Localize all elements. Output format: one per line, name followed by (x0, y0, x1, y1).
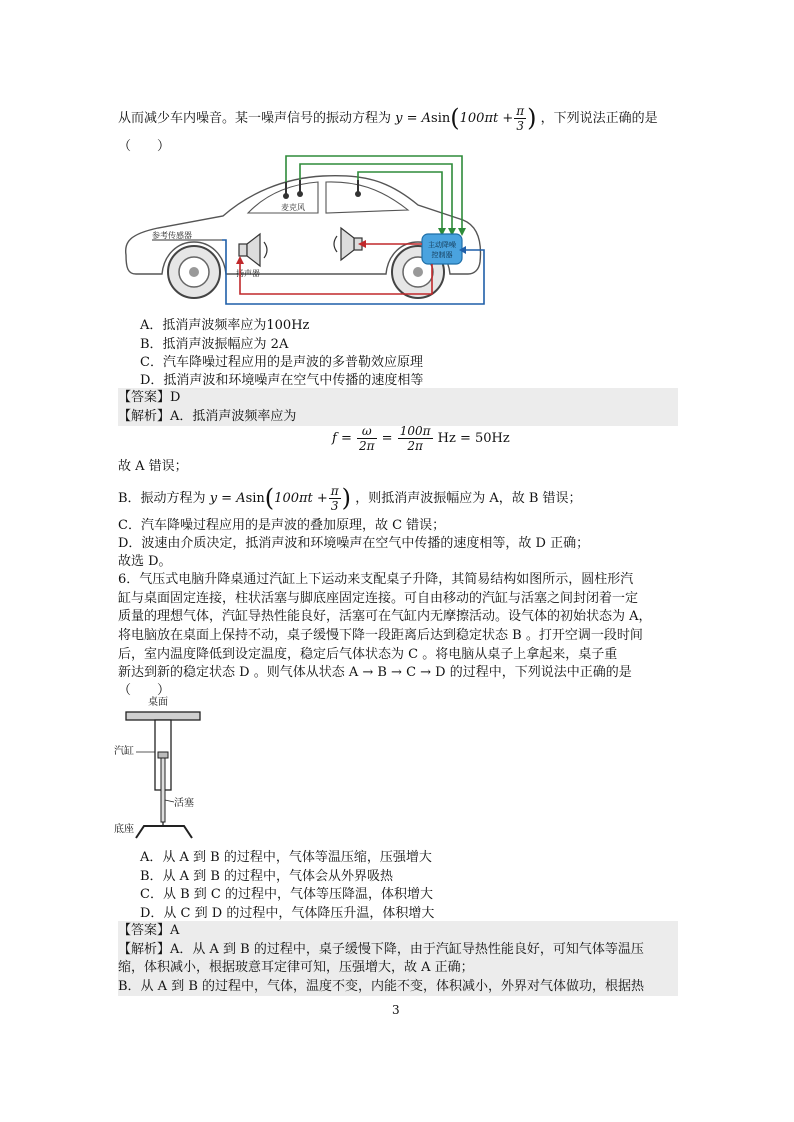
q6-option-a: A．从 A 到 B 的过程中，气体等温压缩，压强增大 (140, 850, 432, 865)
q6-answer: 【答案】A (118, 921, 678, 940)
page-number: 3 (392, 1003, 400, 1017)
q5-intro-suffix: ，下列说法正确的是 (540, 111, 658, 126)
q6-blank: （ ） (118, 683, 171, 698)
q6-option-d: D．从 C 到 D 的过程中，气体降压升温，体积增大 (140, 906, 435, 921)
q6-line-2: 缸与桌面固定连接，柱状活塞与脚底座固定连接。可自由移动的汽缸与活塞之间封闭着一定 (118, 591, 639, 606)
q6-option-c: C．从 B 到 C 的过程中，气体等压降温，体积增大 (140, 887, 433, 902)
q5-option-a: A．抵消声波频率应为100Hz (140, 318, 310, 333)
lift-desk-diagram (114, 694, 224, 840)
q6-line-1: 6．气压式电脑升降桌通过汽缸上下运动来支配桌子升降，其简易结构如图所示，圆柱形汽 (118, 572, 634, 587)
q6-analysis-2: 缩，体积减小，根据玻意耳定律可知，压强增大，故 A 正确； (118, 958, 678, 977)
q5-frequency-formula: f = $\frac{\omega}{2\pi}$ = $\frac{100\pi}{2\pi}$ Hz = 50Hz (332, 424, 510, 453)
label-controller-2: 控制器 (431, 251, 453, 259)
q5-d-line: D．波速由介质决定，抵消声波和环境噪声在空气中传播的速度相等，故 D 正确； (118, 536, 590, 551)
q5-intro-prefix: 从而减少车内噪音。某一噪声信号的振动方程为 (118, 111, 392, 126)
label-mic: 麦克风 (281, 203, 305, 212)
label-speaker: 扬声器 (236, 269, 260, 278)
q5-option-c: C．汽车降噪过程应用的是声波的多普勒效应原理 (140, 355, 423, 370)
q5-option-d: D．抵消声波和环境噪声在空气中传播的速度相等 (140, 373, 424, 388)
q6-line-6: 新达到新的稳定状态 D 。则气体从状态 A → B → C → D 的过程中，下列说法中正确的是 (118, 665, 632, 680)
q5-intro-line (118, 104, 658, 133)
anc-controller (422, 234, 462, 264)
q6-analysis-1: 【解析】A．从 A 到 B 的过程中，桌子缓慢下降，由于汽缸导热性能良好，可知气体等温压 (118, 940, 678, 959)
q5-blank: （ ） (118, 139, 171, 154)
q5-analysis-a: 【解析】A．抵消声波频率应为 (118, 407, 678, 426)
car-noise-diagram (118, 150, 490, 318)
piston-rod (161, 758, 165, 822)
desk-top (126, 712, 200, 720)
q6-line-5: 后，室内温度降低到设定温度，稳定后气体状态为 C 。将电脑从桌子上拿起来，桌子重 (118, 647, 618, 662)
q5-a-wrong: 故 A 错误； (118, 459, 188, 474)
base (136, 826, 192, 838)
q5-option-b: B．抵消声波振幅应为 2A (140, 337, 289, 352)
label-piston: 活塞 (174, 798, 194, 809)
q5-b-line: B．振动方程为 y = Asin(100πt + $\frac{\pi}{3}$ ) ，则抵消声波振幅应为 A，故 B 错误； (118, 484, 582, 513)
q6-line-4: 将电脑放在桌面上保持不动，桌子缓慢下降一段距离后达到稳定状态 B 。打开空调一段时间 (118, 628, 643, 643)
q5-equation: y = Asin(100πt + $\frac{\pi}{3}$ ) (395, 104, 537, 133)
label-desktop: 桌面 (148, 697, 168, 708)
label-sensor: 参考传感器 (152, 231, 192, 240)
piston (158, 752, 168, 758)
front-wheel (168, 246, 220, 298)
label-cylinder: 汽缸 (114, 746, 134, 757)
q5-answer: 【答案】D (118, 388, 678, 407)
q5-choose: 故选 D。 (118, 554, 172, 569)
q5-c-line: C．汽车降噪过程应用的是声波的叠加原理，故 C 错误； (118, 518, 446, 533)
q6-analysis-3: B．从 A 到 B 的过程中，气体，温度不变，内能不变，体积减小，外界对气体做功，根据热 (118, 977, 678, 996)
label-base: 底座 (114, 824, 134, 835)
q6-line-3: 质量的理想气体，汽缸导热性能良好，活塞可在气缸内无摩擦活动。设气体的初始状态为 A， (118, 609, 652, 624)
q6-option-b: B．从 A 到 B 的过程中，气体会从外界吸热 (140, 869, 394, 884)
label-controller-1: 主动降噪 (428, 241, 456, 249)
